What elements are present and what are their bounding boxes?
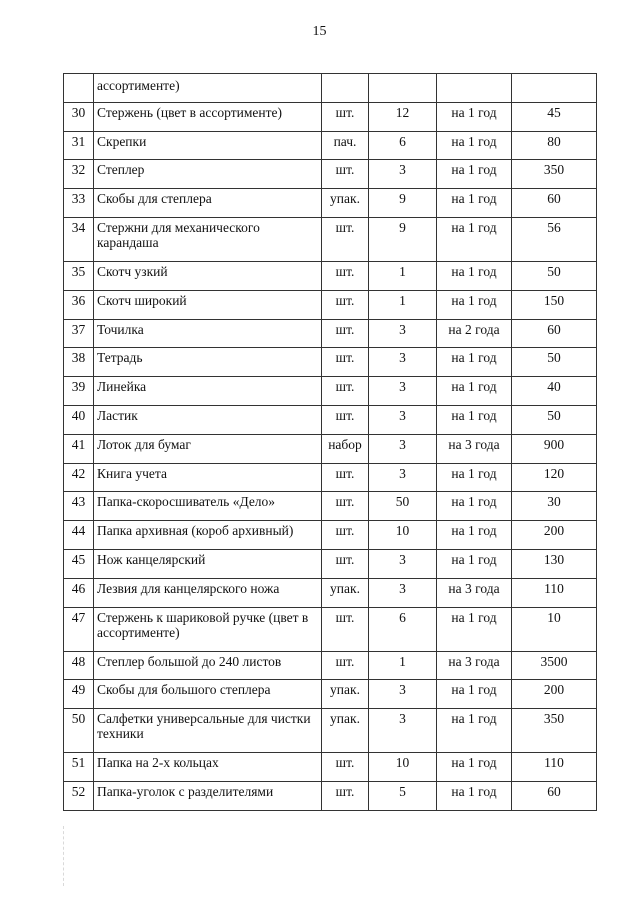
cell-qty: 5 <box>369 781 437 810</box>
cell-name: Степлер большой до 240 листов <box>94 651 322 680</box>
cell-unit: шт. <box>322 102 369 131</box>
cell-name: Книга учета <box>94 463 322 492</box>
cell-price: 150 <box>512 290 597 319</box>
cell-name: Папка на 2-х кольцах <box>94 753 322 782</box>
table-row <box>64 189 597 218</box>
cell-name: Салфетки универсальные для чистки техники <box>94 709 322 753</box>
cell-name: Точилка <box>94 319 322 348</box>
cell-unit: шт. <box>322 348 369 377</box>
table-row <box>64 405 597 434</box>
cell-period: на 1 год <box>437 521 512 550</box>
cell-period: на 1 год <box>437 160 512 189</box>
cell-price: 110 <box>512 578 597 607</box>
cell-qty: 1 <box>369 290 437 319</box>
cell-qty: 3 <box>369 549 437 578</box>
cell-name: Лоток для бумаг <box>94 434 322 463</box>
cell-num: 30 <box>64 102 94 131</box>
cell-period: на 1 год <box>437 463 512 492</box>
cell-price: 350 <box>512 160 597 189</box>
cell-num: 52 <box>64 781 94 810</box>
cell-num: 48 <box>64 651 94 680</box>
cell-unit: шт. <box>322 217 369 261</box>
cell-qty: 12 <box>369 102 437 131</box>
cell-unit: шт. <box>322 492 369 521</box>
cell-name: Папка-скоросшиватель «Дело» <box>94 492 322 521</box>
cell-period: на 1 год <box>437 189 512 218</box>
cell-num: 34 <box>64 217 94 261</box>
cell-price: 900 <box>512 434 597 463</box>
cell-period: на 1 год <box>437 377 512 406</box>
cell-num: 37 <box>64 319 94 348</box>
cell-num: 42 <box>64 463 94 492</box>
cell-period: на 1 год <box>437 492 512 521</box>
cell-period: на 3 года <box>437 434 512 463</box>
cell-period: на 1 год <box>437 781 512 810</box>
cell-price: 50 <box>512 348 597 377</box>
table-row <box>64 160 597 189</box>
cell-period: на 1 год <box>437 102 512 131</box>
cell-unit: упак. <box>322 709 369 753</box>
cell-period: на 1 год <box>437 753 512 782</box>
cell-qty <box>369 74 437 103</box>
cell-qty: 3 <box>369 160 437 189</box>
cell-qty: 1 <box>369 651 437 680</box>
cell-price: 10 <box>512 607 597 651</box>
cell-num: 40 <box>64 405 94 434</box>
table-row <box>64 377 597 406</box>
table-row <box>64 753 597 782</box>
cell-name: Папка-уголок с разделителями <box>94 781 322 810</box>
cell-num: 46 <box>64 578 94 607</box>
table-row <box>64 434 597 463</box>
table-row <box>64 781 597 810</box>
cell-price: 30 <box>512 492 597 521</box>
cell-num: 35 <box>64 261 94 290</box>
cell-unit: шт. <box>322 607 369 651</box>
cell-num: 44 <box>64 521 94 550</box>
cell-unit: шт. <box>322 290 369 319</box>
table-body <box>64 74 597 811</box>
cell-qty: 3 <box>369 405 437 434</box>
cell-num: 33 <box>64 189 94 218</box>
table-row <box>64 680 597 709</box>
cell-num: 51 <box>64 753 94 782</box>
cell-qty: 3 <box>369 348 437 377</box>
table-row <box>64 319 597 348</box>
cell-price: 60 <box>512 319 597 348</box>
cell-num: 47 <box>64 607 94 651</box>
cell-qty: 3 <box>369 377 437 406</box>
cell-qty: 3 <box>369 578 437 607</box>
cell-period: на 1 год <box>437 348 512 377</box>
cell-period: на 1 год <box>437 607 512 651</box>
cell-price: 80 <box>512 131 597 160</box>
cell-unit: шт. <box>322 651 369 680</box>
cell-unit: шт. <box>322 319 369 348</box>
cell-price: 40 <box>512 377 597 406</box>
cell-period: на 1 год <box>437 549 512 578</box>
table-row <box>64 651 597 680</box>
cell-name: Степлер <box>94 160 322 189</box>
cell-period: на 1 год <box>437 709 512 753</box>
cell-num: 32 <box>64 160 94 189</box>
cell-price: 56 <box>512 217 597 261</box>
cell-name: ассортименте) <box>94 74 322 103</box>
table-row <box>64 74 597 103</box>
cell-period: на 3 года <box>437 651 512 680</box>
cell-price <box>512 74 597 103</box>
cell-qty: 3 <box>369 463 437 492</box>
cell-qty: 6 <box>369 607 437 651</box>
cell-unit: упак. <box>322 680 369 709</box>
cell-price: 200 <box>512 680 597 709</box>
cell-name: Папка архивная (короб архивный) <box>94 521 322 550</box>
cell-name: Скотч узкий <box>94 261 322 290</box>
cell-period <box>437 74 512 103</box>
page-number: 15 <box>312 24 327 39</box>
cell-price: 3500 <box>512 651 597 680</box>
cell-unit: шт. <box>322 160 369 189</box>
cell-name: Ластик <box>94 405 322 434</box>
cell-period: на 1 год <box>437 131 512 160</box>
table-row <box>64 217 597 261</box>
cell-unit: шт. <box>322 781 369 810</box>
cell-unit: шт. <box>322 377 369 406</box>
table-row <box>64 549 597 578</box>
cell-num <box>64 74 94 103</box>
cell-price: 50 <box>512 405 597 434</box>
cell-unit: шт. <box>322 753 369 782</box>
table-row <box>64 492 597 521</box>
cell-qty: 10 <box>369 521 437 550</box>
cell-name: Скобы для большого степлера <box>94 680 322 709</box>
cell-name: Скрепки <box>94 131 322 160</box>
cell-qty: 9 <box>369 189 437 218</box>
margin-line <box>63 826 64 886</box>
cell-qty: 3 <box>369 709 437 753</box>
cell-num: 49 <box>64 680 94 709</box>
cell-unit: набор <box>322 434 369 463</box>
cell-price: 60 <box>512 781 597 810</box>
cell-unit: шт. <box>322 521 369 550</box>
table-row <box>64 261 597 290</box>
cell-period: на 1 год <box>437 217 512 261</box>
cell-unit: шт. <box>322 405 369 434</box>
cell-name: Линейка <box>94 377 322 406</box>
cell-name: Стержень (цвет в ассортименте) <box>94 102 322 131</box>
cell-price: 110 <box>512 753 597 782</box>
cell-price: 45 <box>512 102 597 131</box>
cell-qty: 6 <box>369 131 437 160</box>
cell-period: на 1 год <box>437 405 512 434</box>
cell-price: 50 <box>512 261 597 290</box>
table-row <box>64 709 597 753</box>
cell-unit: пач. <box>322 131 369 160</box>
cell-unit <box>322 74 369 103</box>
cell-period: на 1 год <box>437 261 512 290</box>
cell-price: 60 <box>512 189 597 218</box>
supplies-table <box>63 73 597 811</box>
table-row <box>64 102 597 131</box>
cell-name: Скотч широкий <box>94 290 322 319</box>
cell-name: Скобы для степлера <box>94 189 322 218</box>
cell-name: Тетрадь <box>94 348 322 377</box>
cell-qty: 1 <box>369 261 437 290</box>
table-row <box>64 290 597 319</box>
cell-period: на 1 год <box>437 680 512 709</box>
table-row <box>64 348 597 377</box>
cell-num: 36 <box>64 290 94 319</box>
cell-num: 45 <box>64 549 94 578</box>
cell-period: на 3 года <box>437 578 512 607</box>
cell-num: 43 <box>64 492 94 521</box>
cell-qty: 3 <box>369 319 437 348</box>
cell-period: на 2 года <box>437 319 512 348</box>
cell-num: 50 <box>64 709 94 753</box>
cell-unit: упак. <box>322 189 369 218</box>
cell-unit: шт. <box>322 549 369 578</box>
table-row <box>64 521 597 550</box>
cell-name: Лезвия для канцелярского ножа <box>94 578 322 607</box>
cell-price: 350 <box>512 709 597 753</box>
cell-qty: 50 <box>369 492 437 521</box>
table-row <box>64 463 597 492</box>
cell-num: 41 <box>64 434 94 463</box>
cell-unit: шт. <box>322 261 369 290</box>
cell-unit: шт. <box>322 463 369 492</box>
cell-qty: 9 <box>369 217 437 261</box>
cell-qty: 3 <box>369 434 437 463</box>
cell-num: 39 <box>64 377 94 406</box>
table-row <box>64 578 597 607</box>
table-row <box>64 607 597 651</box>
cell-qty: 10 <box>369 753 437 782</box>
table-row <box>64 131 597 160</box>
cell-unit: упак. <box>322 578 369 607</box>
cell-num: 31 <box>64 131 94 160</box>
cell-name: Стержень к шариковой ручке (цвет в ассортименте) <box>94 607 322 651</box>
cell-num: 38 <box>64 348 94 377</box>
cell-price: 130 <box>512 549 597 578</box>
cell-price: 200 <box>512 521 597 550</box>
cell-qty: 3 <box>369 680 437 709</box>
cell-name: Стержни для механического карандаша <box>94 217 322 261</box>
cell-name: Нож канцелярский <box>94 549 322 578</box>
cell-period: на 1 год <box>437 290 512 319</box>
cell-price: 120 <box>512 463 597 492</box>
